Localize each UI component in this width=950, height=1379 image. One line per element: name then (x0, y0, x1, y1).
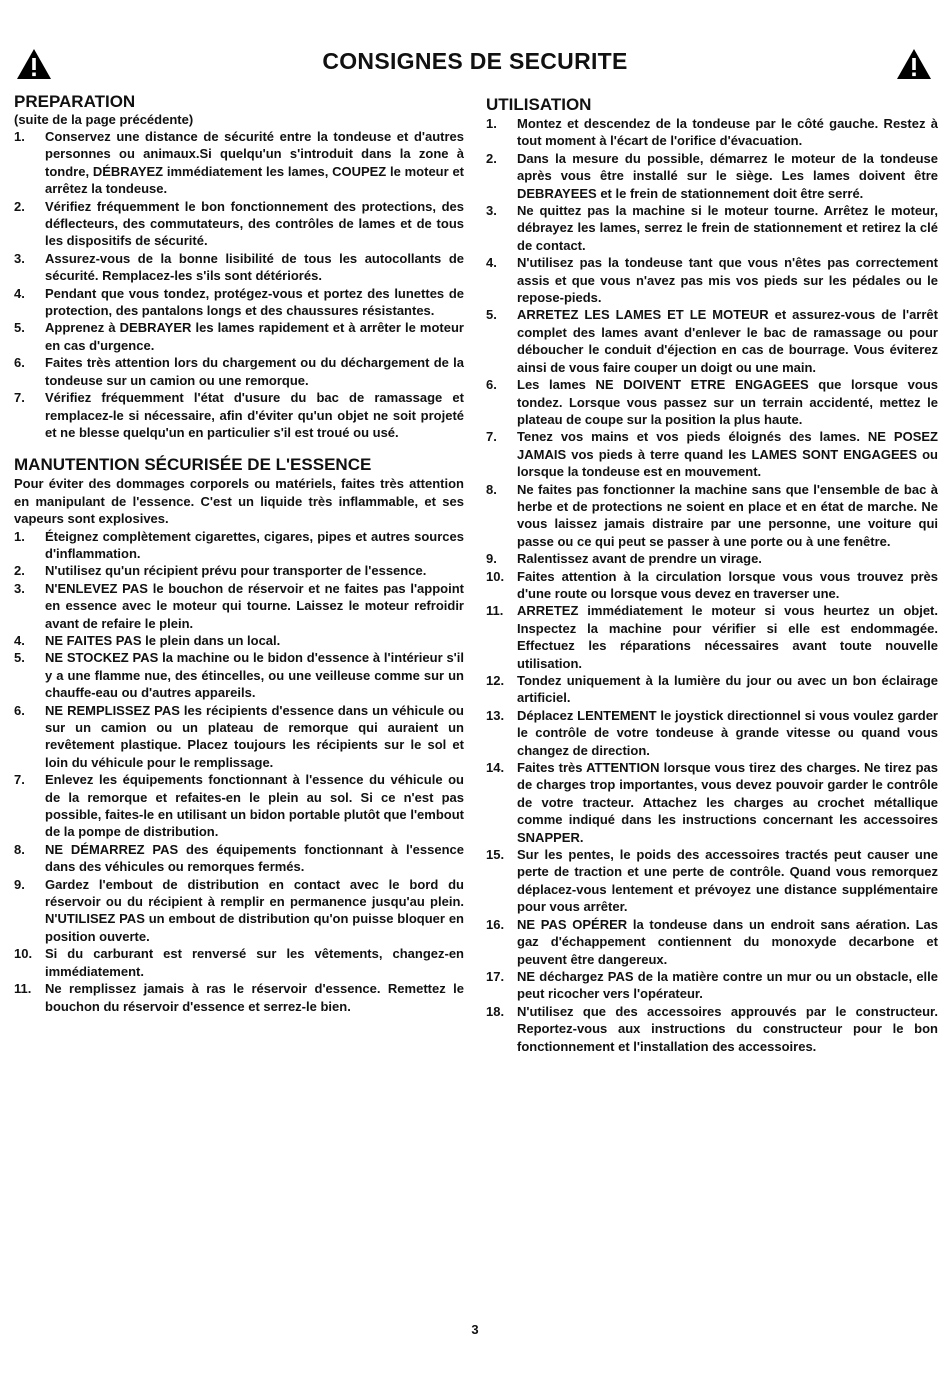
item-text: ARRETEZ LES LAMES ET LE MOTEUR et assurez-vous de l'arrêt complet des lames avant d'enlever le bac de ramassage ou pour déboucher le conduit d'éjection en cas de bourrage. Vous éviterez ainsi de vous faire couper un doigt ou une main. (517, 307, 938, 375)
list-item (14, 562, 464, 579)
list-item (14, 980, 464, 1015)
list-item (14, 702, 464, 772)
list-item (14, 319, 464, 354)
left-column (14, 92, 464, 1015)
item-number: 1. (486, 116, 497, 131)
item-number: 9. (14, 876, 25, 892)
item-number: 5. (14, 320, 25, 336)
item-number: 16. (486, 916, 505, 932)
item-number: 4. (486, 255, 497, 271)
item-number: 14. (486, 760, 505, 776)
fuel-handling-list (14, 528, 464, 1015)
item-text: N'ENLEVEZ PAS le bouchon de réservoir et ne faites pas l'appoint en essence avec le moteur qui tourne. Laissez le moteur refroidir avant de refaire le plein. (45, 580, 464, 631)
item-number: 11. (486, 603, 504, 619)
item-text: Apprenez à DEBRAYER les lames rapidement et à arrêter le moteur en cas d'urgence. (45, 320, 464, 353)
list-item (14, 198, 464, 250)
item-text: Conservez une distance de sécurité entre la tondeuse et d'autres personnes ou animaux.Si quelqu'un s'introduit dans la zone à tondre, DÉBRAYEZ immédiatement les lames, COUPEZ le moteur et arrêtez la tondeuse. (45, 129, 464, 197)
list-item (14, 354, 464, 389)
item-number: 10. (14, 946, 33, 962)
item-number: 6. (486, 377, 497, 393)
item-text: Vérifiez fréquemment le bon fonctionnement des protections, des déflecteurs, des commutateurs, des contrôles de lames et de tous les dispositifs de sécurité. (45, 198, 464, 249)
item-text: Enlevez les équipements fonctionnant à l'essence du véhicule ou de la remorque et refaites-en le plein au sol. Si ce n'est pas possible, faites-le en utilisant un bidon portable plutôt que l'embout de la pompe de distribution. (45, 772, 464, 840)
list-item (14, 389, 464, 441)
item-text: Tondez uniquement à la lumière du jour ou avec un bon éclairage artificiel. (517, 673, 938, 706)
item-number: 3. (14, 250, 25, 266)
item-text: Ne faites pas fonctionner la machine sans que l'ensemble de bac à herbe et de protections ne soient en place et en état de marche. Ne vous laissez jamais distraire par une personne, une voiture qui passe ou ce qui peut se passer à une porte ou à une fenêtre. (517, 481, 938, 549)
item-text: NE PAS OPÉRER la tondeuse dans un endroit sans aération. Las gaz d'échappement contiennent du monoxyde decarbone et peuvent être dangereux. (517, 916, 938, 967)
item-text: Faites très ATTENTION lorsque vous tirez des charges. Ne tirez pas de charges trop importantes, vous devez pouvoir garder le contrôle de votre tracteur. Attachez les charges au crochet métallique comme indiqué dans les instructions concernant les accessoires SNAPPER. (517, 760, 938, 845)
item-text: N'utilisez que des accessoires approuvés par le constructeur. Reportez-vous aux instructions du constructeur pour le bon fonctionnement et l'installation des accessoires. (517, 1003, 938, 1054)
item-text: N'utilisez pas la tondeuse tant que vous n'êtes pas correctement assis et que vous n'avez pas mis vos pieds sur les pédales ou le repose-pieds. (517, 255, 938, 306)
list-item (486, 481, 938, 551)
item-text: Faites très attention lors du chargement ou du déchargement de la tondeuse sur un camion ou une remorque. (45, 355, 464, 388)
right-column (486, 92, 938, 1055)
list-item (14, 649, 464, 701)
item-text: N'utilisez qu'un récipient prévu pour transporter de l'essence. (45, 563, 427, 579)
item-number: 4. (14, 285, 25, 301)
list-item (486, 916, 938, 968)
section-intro: Pour éviter des dommages corporels ou matériels, faites très attention en manipulant de l'essence. C'est un liquide très inflammable, et ses vapeurs sont explosives. (14, 476, 464, 527)
section-subtitle: (suite de la page précédente) (14, 112, 194, 127)
section-fuel-handling (14, 455, 464, 1015)
section-utilisation (486, 92, 938, 1055)
item-number: 7. (486, 429, 497, 445)
list-item (14, 128, 464, 198)
item-number: 7. (14, 772, 25, 788)
item-number: 17. (486, 968, 505, 984)
item-text: Ralentissez avant de prendre un virage. (517, 551, 762, 567)
item-number: 2. (14, 198, 25, 214)
item-text: NE DÉMARREZ PAS des équipements fonctionnant à l'essence dans des véhicules ou remorques fermés. (45, 841, 464, 875)
warning-triangle-icon (896, 48, 932, 80)
section-title: PREPARATION (14, 92, 136, 111)
list-item (14, 250, 464, 285)
item-number: 15. (486, 847, 505, 863)
list-item (486, 550, 938, 567)
list-item (486, 602, 938, 672)
item-text: Gardez l'embout de distribution en contact avec le bord du réservoir ou du récipient à remplir en permanence jusqu'au plein. N'UTILISEZ PAS un embout de distribution qu'on puisse bloquer en position ouverte. (45, 876, 464, 944)
list-item (14, 632, 464, 649)
item-text: Ne quittez pas la machine si le moteur tourne. Arrêtez le moteur, débrayez les lames, serrez le frein de stationnement et retirez la clé de contact. (517, 203, 938, 253)
item-number: 13. (486, 707, 505, 723)
item-text: Vérifiez fréquemment l'état d'usure du bac de ramassage et remplacez-le si nécessaire, afin d'éviter qu'un objet ne soit projeté et ne blesse quelqu'un en particulier s'il est troué ou usé. (45, 390, 464, 440)
section-preparation (14, 92, 464, 441)
list-item (14, 876, 464, 946)
item-text: Les lames NE DOIVENT ETRE ENGAGEES que lorsque vous tondez. Lorsque vous passez sur un terrain accidenté, mettez le plateau de coupe sur la position la plus haute. (517, 377, 938, 427)
list-item (486, 150, 938, 202)
item-number: 8. (486, 481, 497, 497)
list-item (14, 580, 464, 632)
list-item (486, 376, 938, 428)
list-item (14, 945, 464, 980)
item-text: Si du carburant est renversé sur les vêtements, changez-en immédiatement. (45, 946, 464, 979)
item-text: NE REMPLISSEZ PAS les récipients d'essence dans un véhicule ou sur un camion ou un plateau de remorque qui auraient un revêtement plastique. Placez toujours les récipients sur le sol et loin du véhicule pour le remplissage. (45, 702, 464, 770)
item-text: Faites attention à la circulation lorsque vous vous trouvez près d'une route ou lorsque vous devez en traverser une. (517, 568, 938, 601)
list-item (486, 672, 938, 707)
item-text: Dans la mesure du possible, démarrez le moteur de la tondeuse après vous être installé sur le siège. Les lames doivent être DEBRAYEES et le frein de stationnement doit être serré. (517, 150, 938, 201)
page-header (0, 40, 950, 90)
item-text: NE FAITES PAS le plein dans un local. (45, 632, 281, 648)
item-text: Assurez-vous de la bonne lisibilité de tous les autocollants de sécurité. Remplacez-les s'ils sont détériorés. (45, 250, 464, 284)
item-number: 7. (14, 390, 25, 406)
page-number: 3 (471, 1322, 479, 1337)
list-item (486, 115, 938, 150)
item-number: 1. (14, 129, 25, 144)
item-number: 8. (14, 841, 25, 857)
item-text: NE déchargez PAS de la matière contre un mur ou un obstacle, elle peut ricocher vers l'opérateur. (517, 968, 938, 1002)
section-title: MANUTENTION SÉCURISÉE DE L'ESSENCE (14, 455, 372, 475)
item-number: 1. (14, 528, 25, 544)
list-item (486, 1003, 938, 1055)
list-item (486, 846, 938, 916)
list-item (486, 428, 938, 480)
utilisation-list (486, 115, 938, 1055)
item-number: 9. (486, 551, 497, 567)
item-number: 4. (14, 632, 25, 648)
page-title: CONSIGNES DE SECURITE (322, 48, 628, 74)
item-text: Éteignez complètement cigarettes, cigares, pipes et autres sources d'inflammation. (45, 528, 464, 561)
item-number: 2. (486, 150, 497, 166)
item-text: NE STOCKEZ PAS la machine ou le bidon d'essence à l'intérieur s'il y a une flamme nue, des étincelles, ou une veilleuse comme sur un chauffe-eau ou d'autres appareils. (45, 650, 464, 701)
list-item (14, 528, 464, 563)
item-number: 5. (486, 307, 497, 323)
item-text: Tenez vos mains et vos pieds éloignés des lames. NE POSEZ JAMAIS vos pieds à terre quand les LAMES SONT ENGAGEES ou lorsque la tondeuse est en mouvement. (517, 429, 938, 480)
preparation-list (14, 128, 464, 441)
list-item (486, 968, 938, 1003)
section-title: UTILISATION (486, 95, 592, 114)
item-text: Montez et descendez de la tondeuse par le côté gauche. Restez à tout moment à l'écart de l'orifice d'évacuation. (517, 116, 938, 149)
list-item (486, 254, 938, 306)
item-number: 12. (486, 673, 505, 688)
item-number: 3. (14, 580, 25, 596)
item-text: Sur les pentes, le poids des accessoires tractés peut causer une perte de traction et une perte de contrôle. Quand vous remorquez déplacez-vous lentement et prévoyez une distance supplémentaire pour vous arrêter. (517, 847, 938, 915)
item-number: 18. (486, 1003, 505, 1019)
item-number: 3. (486, 203, 497, 219)
list-item (486, 759, 938, 846)
item-text: Ne remplissez jamais à ras le réservoir d'essence. Remettez le bouchon du réservoir d'essence et serrez-le bien. (45, 981, 464, 1014)
list-item (14, 285, 464, 320)
item-number: 6. (14, 355, 25, 371)
item-number: 6. (14, 702, 25, 718)
item-number: 5. (14, 650, 25, 666)
item-number: 10. (486, 568, 505, 584)
item-number: 2. (14, 563, 25, 579)
item-text: ARRETEZ immédiatement le moteur si vous heurtez un objet. Inspectez la machine pour vérifier si elle est endommagée. Effectuez les réparations nécessaires avant toute nouvelle utilisation. (517, 603, 938, 671)
list-item (486, 202, 938, 254)
list-item (486, 306, 938, 376)
list-item (14, 841, 464, 876)
list-item (14, 771, 464, 841)
item-number: 11. (14, 981, 32, 997)
item-text: Pendant que vous tondez, protégez-vous et portez des lunettes de protection, des pantalons longs et des chaussures résistantes. (45, 285, 464, 319)
list-item (486, 707, 938, 759)
list-item (486, 568, 938, 603)
item-text: Déplacez LENTEMENT le joystick directionnel si vous voulez garder le contrôle de votre tondeuse à grande vitesse ou quand vous changez de direction. (517, 707, 938, 758)
